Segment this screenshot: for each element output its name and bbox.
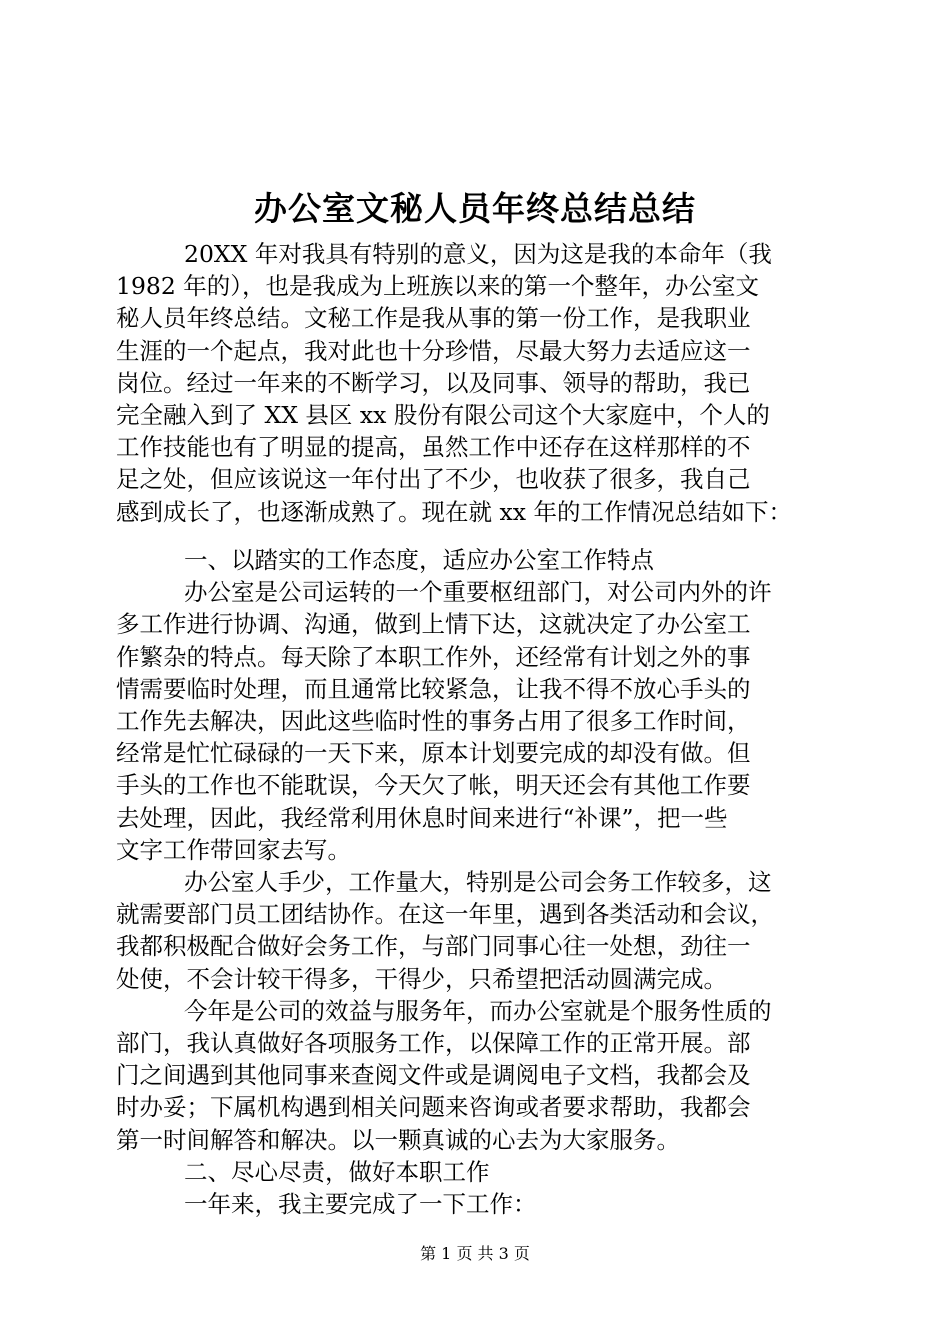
paragraph-line: 门之间遇到其他同事来查阅文件或是调阅电子文档，我都会及 <box>116 1061 751 1089</box>
paragraph-line: 处使，不会计较干得多，干得少，只希望把活动圆满完成。 <box>116 965 727 993</box>
section-heading: 二、尽心尽责，做好本职工作 <box>184 1158 490 1186</box>
paragraph-line: 工作技能也有了明显的提高，虽然工作中还存在这样那样的不 <box>116 433 751 461</box>
section-heading: 一、以踏实的工作态度，适应办公室工作特点 <box>184 546 654 574</box>
page-number-footer: 第 1 页 共 3 页 <box>420 1244 530 1263</box>
paragraph-line: 秘人员年终总结。文秘工作是我从事的第一份工作，是我职业 <box>116 304 751 332</box>
paragraph-line: 文字工作带回家去写。 <box>116 836 351 864</box>
paragraph-line: 一年来，我主要完成了一下工作： <box>184 1190 537 1218</box>
paragraph-line: 办公室是公司运转的一个重要枢纽部门，对公司内外的许 <box>184 578 772 606</box>
paragraph-line: 20XX 年对我具有特别的意义，因为这是我的本命年（我 <box>184 240 772 268</box>
document-title: 办公室文秘人员年终总结总结 <box>254 189 696 228</box>
paragraph-line: 部门，我认真做好各项服务工作，以保障工作的正常开展。部 <box>116 1029 751 1057</box>
paragraph-line: 多工作进行协调、沟通，做到上情下达，这就决定了办公室工 <box>116 610 751 638</box>
paragraph-line: 完全融入到了 XX 县区 xx 股份有限公司这个大家庭中，个人的 <box>116 401 770 429</box>
paragraph-line: 感到成长了，也逐渐成熟了。现在就 xx 年的工作情况总结如下： <box>116 498 792 526</box>
paragraph-line: 时办妥；下属机构遇到相关问题来咨询或者要求帮助，我都会 <box>116 1093 751 1121</box>
paragraph-line: 经常是忙忙碌碌的一天下来，原本计划要完成的却没有做。但 <box>116 739 751 767</box>
paragraph-line: 今年是公司的效益与服务年，而办公室就是个服务性质的 <box>184 997 772 1025</box>
paragraph-line: 岗位。经过一年来的不断学习，以及同事、领导的帮助，我已 <box>116 369 751 397</box>
paragraph-line: 情需要临时处理，而且通常比较紧急，让我不得不放心手头的 <box>116 675 751 703</box>
paragraph-line: 1982 年的），也是我成为上班族以来的第一个整年，办公室文 <box>116 272 760 300</box>
paragraph-line: 我都积极配合做好会务工作，与部门同事心往一处想，劲往一 <box>116 932 751 960</box>
paragraph-line: 足之处，但应该说这一年付出了不少，也收获了很多，我自己 <box>116 465 751 493</box>
paragraph-line: 第一时间解答和解决。以一颗真诚的心去为大家服务。 <box>116 1126 680 1154</box>
paragraph-line: 就需要部门员工团结协作。在这一年里，遇到各类活动和会议， <box>116 900 774 928</box>
paragraph-line: 生涯的一个起点，我对此也十分珍惜，尽最大努力去适应这一 <box>116 337 751 365</box>
paragraph-line: 手头的工作也不能耽误，今天欠了帐，明天还会有其他工作要 <box>116 771 751 799</box>
paragraph-line: 办公室人手少，工作量大，特别是公司会务工作较多，这 <box>184 868 772 896</box>
paragraph-line: 去处理，因此，我经常利用休息时间来进行“补课”，把一些 <box>116 804 728 832</box>
paragraph-line: 工作先去解决，因此这些临时性的事务占用了很多工作时间， <box>116 707 751 735</box>
paragraph-line: 作繁杂的特点。每天除了本职工作外，还经常有计划之外的事 <box>116 643 751 671</box>
